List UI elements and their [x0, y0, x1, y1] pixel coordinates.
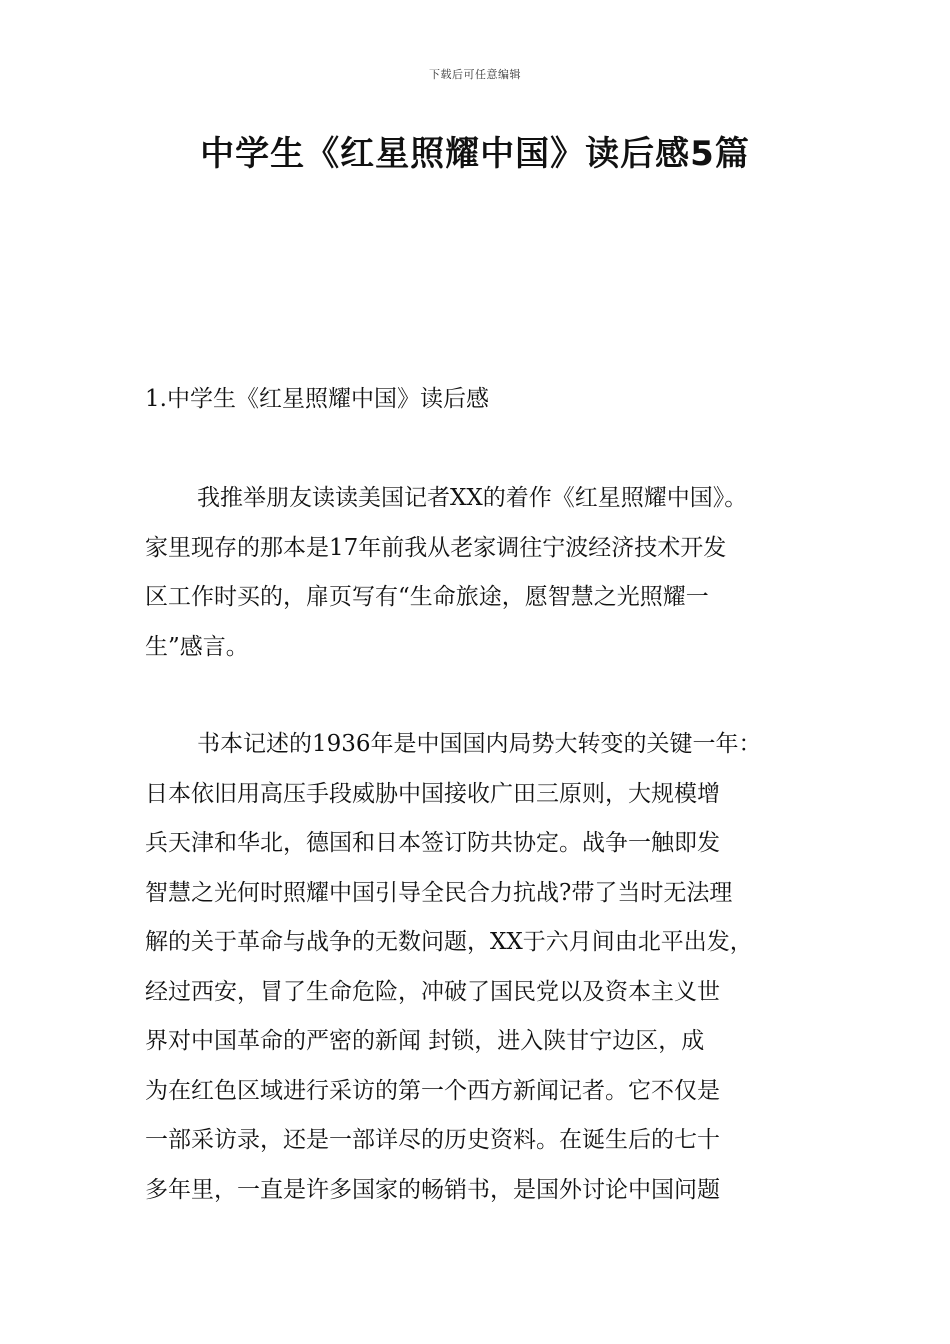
paragraph-line: 智慧之光何时照耀中国引导全民合力抗战?带了当时无法理 — [145, 879, 733, 906]
paragraph — [145, 720, 815, 1215]
paragraph-line: 区工作时买的，扉页写有“生命旅途，愿智慧之光照耀一 — [145, 584, 709, 610]
paragraph-line: 兵天津和华北，德国和日本签订防共协定。战争一触即发 — [145, 830, 720, 856]
paragraph-line: 日本依旧用高压手段威胁中国接收广田三原则，大规模增 — [145, 780, 720, 807]
paragraph — [145, 474, 815, 672]
header-note: 下载后可任意编辑 — [429, 68, 521, 81]
paragraph-line: 家里现存的那本是17年前我从老家调往宁波经济技术开发 — [145, 534, 727, 561]
paragraph-line: 一部采访录，还是一部详尽的历史资料。在诞生后的七十 — [145, 1127, 720, 1153]
paragraph-line: 经过西安，冒了生命危险，冲破了国民党以及资本主义世 — [145, 978, 720, 1005]
paragraph-line: 多年里，一直是许多国家的畅销书，是国外讨论中国问题 — [145, 1176, 720, 1203]
paragraph-line: 我推举朋友读读美国记者XX的着作《红星照耀中国》。 — [197, 485, 748, 511]
paragraph-line: 生”感言。 — [145, 633, 249, 660]
paragraph-line: 解的关于革命与战争的无数问题，XX于六月间由北平出发， — [145, 929, 753, 955]
section-heading: 1.中学生《红星照耀中国》读后感 — [145, 386, 489, 412]
page-title: 中学生《红星照耀中国》读后感5篇 — [200, 134, 750, 174]
paragraph-line: 书本记述的1936年是中国国内局势大转变的关键一年： — [197, 731, 762, 757]
paragraph-line: 为在红色区域进行采访的第一个西方新闻记者。它不仅是 — [145, 1077, 720, 1104]
paragraph-line: 界对中国革命的严密的新闻 封锁，进入陕甘宁边区，成 — [145, 1028, 705, 1054]
